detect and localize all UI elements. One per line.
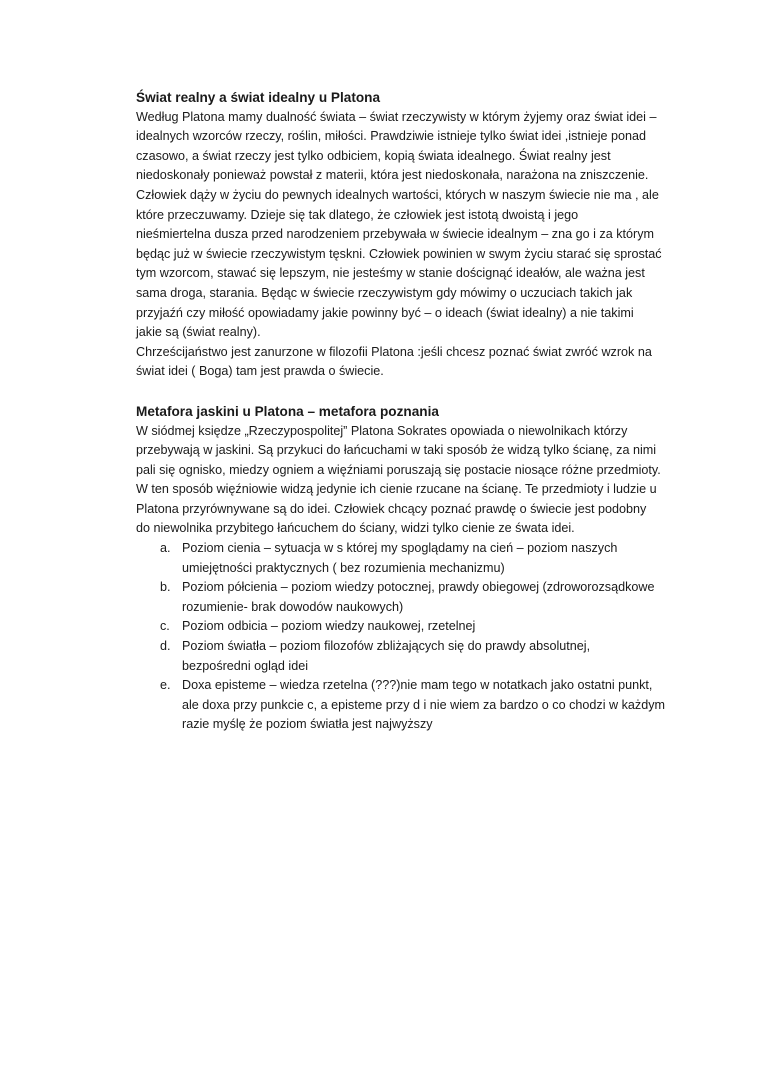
text-line: będąc już w świecie rzeczywistym tęskni. Człowiek powinien w swym życiu starać się sprostać <box>136 246 662 261</box>
list-marker: c. <box>160 619 170 634</box>
text-line: przebywają w jaskini. Są przykuci do łańcuchami w taki sposób że widzą tylko ścianę, za nimi <box>136 443 657 458</box>
text-line: niedoskonały ponieważ powstał z materii, która jest niedoskonała, narażona na zniszczenie. <box>136 168 649 183</box>
list-item-line: Poziom odbicia – poziom wiedzy naukowej, rzetelnej <box>182 619 476 634</box>
list-item-line: razie myślę że poziom światła jest najwyższy <box>182 717 433 732</box>
text-line: W ten sposób więźniowie widzą jedynie ich cienie rzucane na ścianę. Te przedmioty i ludzie u <box>136 482 657 497</box>
text-line: sama droga, starania. Będąc w świecie rzeczywistym gdy mówimy o uczuciach takich jak <box>136 285 633 300</box>
list-marker: e. <box>160 678 171 693</box>
list-item-line: Poziom cienia – sytuacja w s której my spoglądamy na cień – poziom naszych <box>182 541 618 556</box>
list-item <box>136 578 676 617</box>
text-line: do niewolnika przybitego łańcuchem do ściany, widzi tylko cienie ze śwata idei. <box>136 521 575 536</box>
text-line: Według Platona mamy dualność świata – świat rzeczywisty w którym żyjemy oraz świat idei – <box>136 109 657 124</box>
text-line: które przeczuwamy. Dzieje się tak dlatego, że człowiek jest istotą dwoistą i jego <box>136 207 579 222</box>
list-marker: d. <box>160 639 171 654</box>
levels-list <box>136 539 676 735</box>
list-item-line: bezpośredni ogląd idei <box>182 658 309 673</box>
list-item-line: rozumienie- brak dowodów naukowych) <box>182 599 404 614</box>
list-marker: a. <box>160 541 171 556</box>
text-line: Człowiek dąży w życiu do pewnych idealnych wartości, których w naszym świecie nie ma , ale <box>136 187 659 202</box>
list-item <box>136 539 676 578</box>
section-2-paragraph <box>136 422 676 540</box>
text-line: idealnych wzorców rzeczy, roślin, miłości. Prawdziwie istnieje tylko świat idei ,istnieje ponad <box>136 129 647 144</box>
list-item-line: Poziom światła – poziom filozofów zbliżających się do prawdy absolutnej, <box>182 639 591 654</box>
section-2-heading: Metafora jaskini u Platona – metafora poznania <box>136 403 439 419</box>
text-line: tym wzorcom, stawać się lepszym, nie jesteśmy w stanie doścignąć ideałów, ale ważna jest <box>136 266 645 281</box>
text-line: Chrześcijaństwo jest zanurzone w filozofii Platona :jeśli chcesz poznać świat zwróć wzrok na <box>136 344 652 359</box>
list-item <box>136 637 676 676</box>
section-spacer <box>136 382 676 402</box>
list-marker: b. <box>160 580 171 595</box>
list-item-line: umiejętności praktycznych ( bez rozumienia mechanizmu) <box>182 560 505 575</box>
section-1-heading: Świat realny a świat idealny u Platona <box>136 90 381 105</box>
text-line: W siódmej księdze „Rzeczypospolitej” Platona Sokrates opowiada o niewolnikach którzy <box>136 423 628 438</box>
text-line: Platona przyrównywane są do idei. Człowiek chcący poznać prawdę o świecie jest podobny <box>136 501 647 516</box>
text-line: świat idei ( Boga) tam jest prawda o świecie. <box>136 364 384 379</box>
text-line: nieśmiertelna dusza przed narodzeniem przebywała w świecie idealnym – zna go i za którym <box>136 227 654 242</box>
text-line: jakie są (świat realny). <box>136 325 261 340</box>
list-item-line: ale doxa przy punkcie c, a episteme przy d i nie wiem za bardzo o co chodzi w każdym <box>182 697 665 712</box>
list-item <box>136 676 676 735</box>
text-line: pali się ognisko, miedzy ogniem a więźniami poruszają się postacie niosące różne przedmioty. <box>136 462 661 477</box>
list-item-line: Poziom półcienia – poziom wiedzy potocznej, prawdy obiegowej (zdroworozsądkowe <box>182 580 655 595</box>
list-item-line: Doxa episteme – wiedza rzetelna (???)nie mam tego w notatkach jako ostatni punkt, <box>182 678 653 693</box>
document-body <box>136 88 676 735</box>
list-item <box>136 617 676 637</box>
text-line: przyjaźń czy miłość opowiadamy jakie powinny być – o ideach (świat idealny) a nie takimi <box>136 305 634 320</box>
section-1-paragraph <box>136 108 676 382</box>
text-line: czasowo, a świat rzeczy jest tylko odbiciem, kopią świata idealnego. Świat realny jest <box>136 148 611 163</box>
